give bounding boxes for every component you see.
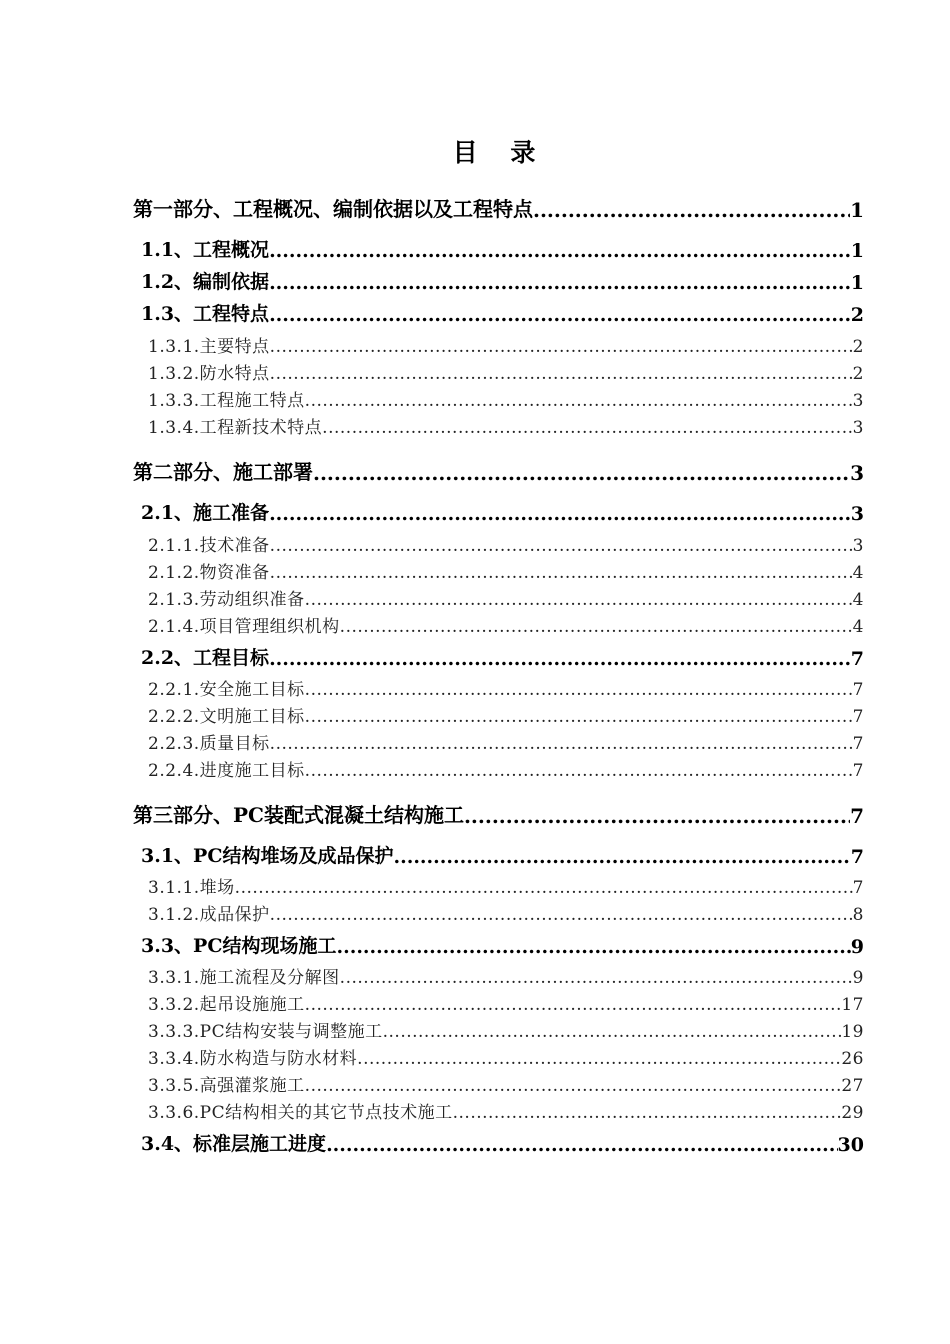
toc-entry-page: 2 xyxy=(850,304,864,326)
toc-leader xyxy=(383,1022,842,1042)
toc-entry[interactable] xyxy=(133,799,864,828)
toc-entry-label: 1.3.3.工程施工特点 xyxy=(148,391,305,411)
toc-entry-page: 4 xyxy=(852,590,864,610)
toc-leader xyxy=(305,761,853,781)
toc-leader xyxy=(533,198,850,222)
toc-leader xyxy=(305,680,853,700)
toc-entry[interactable] xyxy=(148,1098,864,1123)
toc-entry-label: 3.4、标准层施工进度 xyxy=(141,1133,327,1155)
toc-entry-page: 9 xyxy=(852,968,864,988)
toc-entry-label: 2.1、施工准备 xyxy=(141,502,270,524)
toc-entry-page: 2 xyxy=(852,364,864,384)
toc-leader xyxy=(336,936,850,958)
toc-entry[interactable] xyxy=(148,702,864,727)
toc-title: 目 录 xyxy=(452,138,548,167)
toc-entry[interactable] xyxy=(141,299,864,326)
toc-entry-page: 7 xyxy=(852,707,864,727)
toc-leader xyxy=(453,1103,842,1123)
toc-entry[interactable] xyxy=(148,1071,864,1096)
toc-entry-label: 1.3.1.主要特点 xyxy=(148,337,270,357)
toc-leader xyxy=(270,734,853,754)
toc-entry-page: 30 xyxy=(837,1134,864,1156)
toc-entry-page: 3 xyxy=(852,391,864,411)
toc-entry-page: 7 xyxy=(852,734,864,754)
toc-entry[interactable] xyxy=(133,456,864,485)
toc-entry[interactable] xyxy=(141,1129,864,1156)
toc-entry-label: 3.3、PC结构现场施工 xyxy=(141,935,337,957)
toc-entry-page: 17 xyxy=(841,995,864,1015)
toc-entry-page: 7 xyxy=(850,846,864,868)
toc-entry[interactable] xyxy=(148,1017,864,1042)
toc-entry[interactable] xyxy=(148,756,864,781)
toc-entry[interactable] xyxy=(148,729,864,754)
toc-entry[interactable] xyxy=(141,841,864,868)
toc-entry[interactable] xyxy=(133,193,864,222)
toc-entry[interactable] xyxy=(148,900,864,925)
toc-entry-label: 2.2、工程目标 xyxy=(141,647,270,669)
toc-entry-label: 1.3.4.工程新技术特点 xyxy=(148,418,323,438)
toc-entry-label: 第二部分、施工部署 xyxy=(133,460,313,484)
toc-entry-page: 1 xyxy=(850,240,864,262)
toc-leader xyxy=(305,995,842,1015)
toc-entry-label: 3.3.4.防水构造与防水材料 xyxy=(148,1049,358,1069)
toc-leader xyxy=(270,364,853,384)
toc-entry-page: 2 xyxy=(852,337,864,357)
toc-entry[interactable] xyxy=(148,558,864,583)
toc-entry-label: 3.1.2.成品保护 xyxy=(148,905,270,925)
toc-entry-page: 27 xyxy=(841,1076,864,1096)
toc-entry[interactable] xyxy=(148,963,864,988)
toc-entry-page: 3 xyxy=(850,461,864,485)
toc-entry-page: 4 xyxy=(852,563,864,583)
toc-entry-label: 1.3、工程特点 xyxy=(141,303,270,325)
toc-entry-page: 3 xyxy=(852,418,864,438)
toc-entry[interactable] xyxy=(148,531,864,556)
toc-leader xyxy=(393,846,850,868)
toc-leader xyxy=(270,536,853,556)
toc-leader xyxy=(305,590,853,610)
toc-entry-label: 第三部分、PC装配式混凝土结构施工 xyxy=(133,803,464,827)
toc-entry-label: 3.1.1.堆场 xyxy=(148,878,235,898)
toc-entry-label: 2.1.4.项目管理组织机构 xyxy=(148,617,340,637)
toc-entry[interactable] xyxy=(141,498,864,525)
toc-leader xyxy=(305,391,853,411)
toc-entry[interactable] xyxy=(148,1044,864,1069)
toc-entry[interactable] xyxy=(148,873,864,898)
toc-entry-label: 2.1.1.技术准备 xyxy=(148,536,270,556)
toc-leader xyxy=(313,461,850,485)
toc-entry-label: 3.3.1.施工流程及分解图 xyxy=(148,968,340,988)
toc-entry-page: 29 xyxy=(841,1103,864,1123)
toc-entry-page: 3 xyxy=(852,536,864,556)
toc-entry-label: 2.1.3.劳动组织准备 xyxy=(148,590,305,610)
toc-entry-page: 7 xyxy=(852,761,864,781)
toc-entry[interactable] xyxy=(141,643,864,670)
toc-entry-label: 1.1、工程概况 xyxy=(141,239,270,261)
toc-entry-page: 3 xyxy=(850,503,864,525)
toc-entry[interactable] xyxy=(148,990,864,1015)
toc-entry[interactable] xyxy=(148,332,864,357)
toc-leader xyxy=(340,968,853,988)
toc-entry-label: 3.3.2.起吊设施施工 xyxy=(148,995,305,1015)
toc-leader xyxy=(269,503,851,525)
toc-entry-page: 4 xyxy=(852,617,864,637)
toc-leader xyxy=(357,1049,841,1069)
toc-entry-page: 26 xyxy=(841,1049,864,1069)
toc-entry-label: 2.2.4.进度施工目标 xyxy=(148,761,305,781)
toc-entry-page: 7 xyxy=(852,878,864,898)
toc-entry-label: 2.2.2.文明施工目标 xyxy=(148,707,305,727)
toc-entry-page: 19 xyxy=(841,1022,864,1042)
toc-entry[interactable] xyxy=(141,267,864,294)
toc-leader xyxy=(235,878,853,898)
toc-entry-page: 1 xyxy=(850,198,864,222)
toc-leader xyxy=(326,1134,837,1156)
toc-entry-page: 7 xyxy=(852,680,864,700)
toc-entry-page: 9 xyxy=(850,936,864,958)
toc-entry-label: 3.1、PC结构堆场及成品保护 xyxy=(141,845,394,867)
toc-entry-label: 3.3.6.PC结构相关的其它节点技术施工 xyxy=(148,1103,453,1123)
toc-entry-label: 2.2.3.质量目标 xyxy=(148,734,270,754)
toc-leader xyxy=(270,563,853,583)
toc-leader xyxy=(269,272,851,294)
toc-entry-label: 3.3.5.高强灌浆施工 xyxy=(148,1076,305,1096)
toc-entry[interactable] xyxy=(148,359,864,384)
toc-leader xyxy=(340,617,853,637)
toc-entry[interactable] xyxy=(141,931,864,958)
toc-leader xyxy=(464,804,850,828)
toc-leader xyxy=(269,304,851,326)
toc-entry-label: 2.1.2.物资准备 xyxy=(148,563,270,583)
toc-entry[interactable] xyxy=(148,585,864,610)
toc-entry-page: 7 xyxy=(850,804,864,828)
toc-entry-page: 1 xyxy=(850,272,864,294)
toc-leader xyxy=(270,905,853,925)
toc-entry-label: 3.3.3.PC结构安装与调整施工 xyxy=(148,1022,383,1042)
toc-leader xyxy=(269,648,851,670)
toc-leader xyxy=(305,707,853,727)
toc-entry-page: 7 xyxy=(850,648,864,670)
toc-entry[interactable] xyxy=(148,413,864,438)
toc-entry[interactable] xyxy=(148,612,864,637)
toc-entry[interactable] xyxy=(141,235,864,262)
toc-entry-label: 1.2、编制依据 xyxy=(141,271,270,293)
toc-entry-page: 8 xyxy=(852,905,864,925)
toc-leader xyxy=(270,337,853,357)
toc-entry-label: 1.3.2.防水特点 xyxy=(148,364,270,384)
toc-entry-label: 第一部分、工程概况、编制依据以及工程特点 xyxy=(133,197,533,221)
toc-entry[interactable] xyxy=(148,675,864,700)
toc-entry-label: 2.2.1.安全施工目标 xyxy=(148,680,305,700)
toc-entry[interactable] xyxy=(148,386,864,411)
toc-leader xyxy=(322,418,853,438)
toc-leader xyxy=(305,1076,842,1096)
toc-leader xyxy=(269,240,851,262)
